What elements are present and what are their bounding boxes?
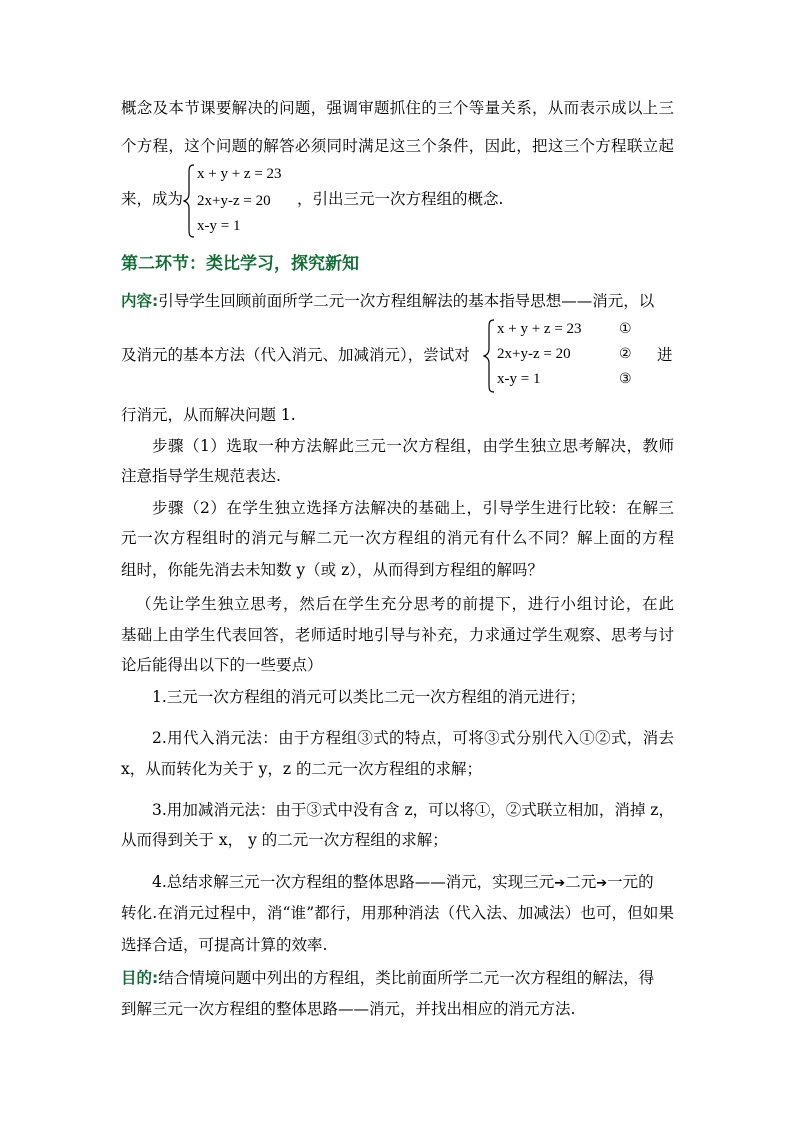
point-4-text-c: 一元的 [607, 873, 654, 891]
equation-2: 2x+y-z = 20 [497, 346, 571, 362]
point-4-line-1 [152, 872, 654, 894]
step1-line-2: 注意指导学生规范表达. [121, 467, 281, 485]
step2-line-2: 元一次方程组时的消元与解二元一次方程组的消元有什么不同？解上面的方程 [121, 529, 674, 547]
left-brace-icon [483, 318, 497, 394]
content-line-1 [121, 291, 654, 311]
step1-line-1: 步骤（1）选取一种方法解此三元一次方程组，由学生独立思考解决，教师 [152, 437, 674, 455]
content-line-2-post: 进 [657, 346, 673, 364]
goal-label: 目的: [121, 969, 159, 987]
left-brace-icon [183, 163, 197, 239]
equation-system-2 [483, 318, 643, 394]
equation-3: x-y = 1 [197, 218, 241, 234]
equation-2: 2x+y-z = 20 [197, 193, 271, 209]
note-line-2: 基础上由学生代表回答，老师适时地引导与补充，力求通过学生观察、思考与讨 [121, 626, 674, 644]
content-text-1: 引导学生回顾前面所学二元一次方程组解法的基本指导思想——消元，以 [158, 292, 655, 310]
step2-line-1: 步骤（2）在学生独立选择方法解决的基础上，引导学生进行比较：在解三 [152, 499, 674, 517]
intro-line-1: 概念及本节课要解决的问题，强调审题抓住的三个等量关系，从而表示成以上三 [121, 99, 674, 117]
point-4-text-a: 4.总结求解三元一次方程组的整体思路——消元，实现三元 [152, 873, 555, 891]
goal-line-1 [121, 968, 654, 988]
equation-3: x-y = 1 [497, 371, 541, 387]
equation-1: x + y + z = 23 [497, 321, 582, 337]
goal-line-2: 到解三元一次方程组的整体思路——消元，并找出相应的消元方法. [121, 1000, 576, 1018]
point-2-line-2: x，从而转化为关于 y，z 的二元一次方程组的求解； [121, 760, 483, 778]
point-4-text-b: 二元 [565, 873, 597, 891]
point-3-line-1: 3.用加减消元法：由于③式中没有含 z，可以将①，②式联立相加，消掉 z， [152, 801, 674, 819]
intro-line-3-post: ，引出三元一次方程组的概念. [297, 190, 504, 208]
intro-line-3-pre: 来，成为 [121, 190, 184, 208]
point-4-line-2: 转化.在消元过程中，消“谁”都行，用那种消法（代入法、加减法）也可，但如果 [121, 904, 674, 922]
content-line-3: 行消元，从而解决问题 1. [121, 406, 296, 424]
point-4-line-3: 选择合适，可提高计算的效率. [121, 936, 328, 954]
equation-1: x + y + z = 23 [197, 166, 282, 182]
point-2-line-1: 2.用代入消元法：由于方程组③式的特点，可将③式分别代入①②式，消去 [152, 729, 674, 747]
right-arrow-icon: ➔ [554, 876, 566, 891]
goal-text-1: 结合情境问题中列出的方程组，类比前面所学二元一次方程组的解法，得 [158, 969, 655, 987]
note-line-3: 论后能得出以下的一些要点） [121, 656, 323, 674]
right-arrow-icon: ➔ [596, 876, 608, 891]
step2-line-3: 组时，你能先消去未知数 y（或 z），从而得到方程组的解吗？ [121, 561, 544, 579]
marker-1: ① [619, 321, 632, 337]
content-label: 内容: [121, 292, 159, 310]
point-1: 1.三元一次方程组的消元可以类比二元一次方程组的消元进行； [152, 688, 586, 706]
content-line-2-pre: 及消元的基本方法（代入消元、加减消元），尝试对 [121, 346, 470, 364]
marker-2: ② [619, 346, 632, 362]
marker-3: ③ [619, 371, 632, 387]
note-line-1: （先让学生独立思考，然后在学生充分思考的前提下，进行小组讨论，在此 [136, 595, 674, 613]
equation-system-1 [183, 163, 293, 239]
intro-line-2: 个方程，这个问题的解答必须同时满足这三个条件，因此，把这三个方程联立起 [121, 137, 674, 155]
point-3-line-2: 从而得到关于 x， y 的二元一次方程组的求解； [121, 831, 448, 849]
section-heading: 第二环节：类比学习，探究新知 [121, 254, 359, 274]
